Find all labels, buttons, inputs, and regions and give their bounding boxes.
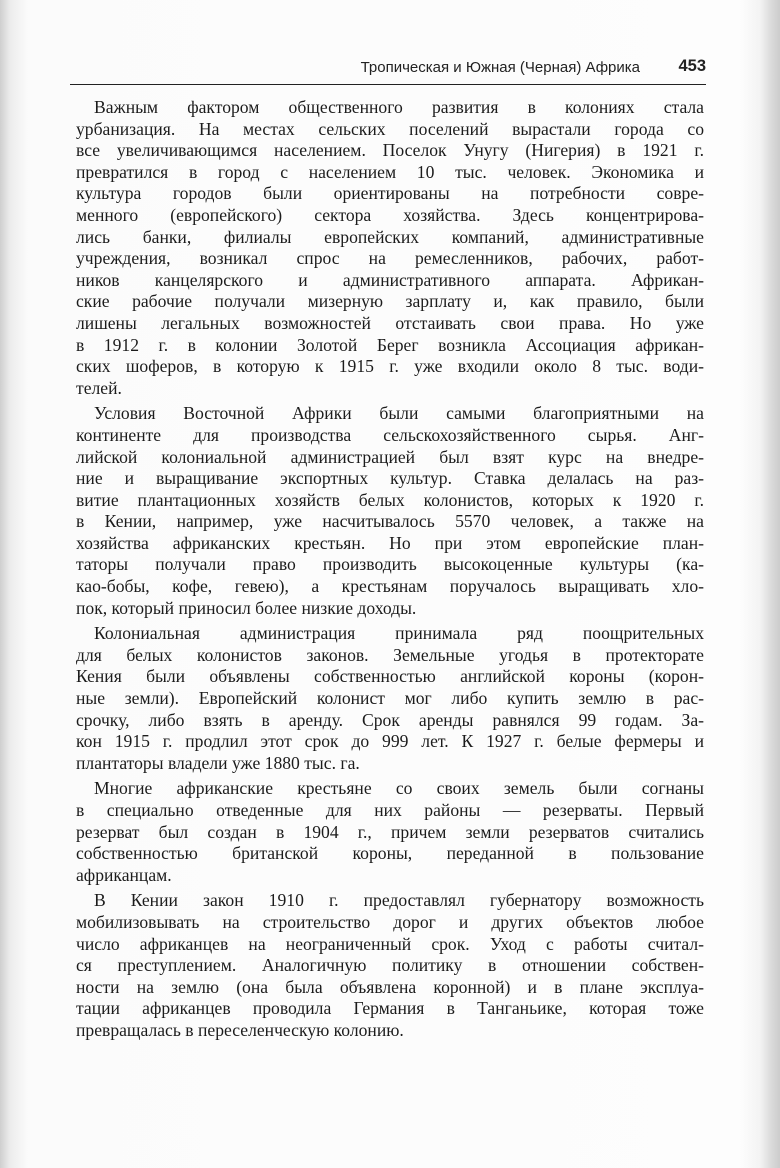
page-number: 453 bbox=[678, 57, 706, 75]
text-line: плантаторы владели уже 1880 тыс. га. bbox=[76, 752, 360, 773]
text-line: ности на землю (она была объявлена коронной) и в плане эксплуа- bbox=[76, 976, 704, 997]
text-line: ные земли). Европейский колонист мог либо купить землю в рас- bbox=[76, 688, 704, 709]
text-line: для белых колонистов законов. Земельные угодья в протекторате bbox=[76, 644, 704, 665]
text-line: кон 1915 г. продлил этот срок до 999 лет. К 1927 г. белые фермеры и bbox=[76, 731, 704, 752]
text-line: превратился в город с населением 10 тыс. человек. Экономика и bbox=[76, 161, 704, 182]
text-line: все увеличивающимся населением. Поселок Унугу (Нигерия) в 1921 г. bbox=[76, 140, 704, 161]
text-line: африканцам. bbox=[76, 864, 172, 885]
text-line: хозяйства африканских крестьян. Но при этом европейские план- bbox=[76, 532, 704, 553]
running-header bbox=[70, 58, 706, 85]
text-line: ских шоферов, в которую к 1915 г. уже входили около 8 тыс. води- bbox=[76, 356, 704, 377]
text-line: Колониальная администрация принимала ряд поощрительных bbox=[94, 623, 704, 644]
body-text bbox=[76, 97, 704, 1046]
text-line: лишены легальных возможностей отстаивать свои права. Но уже bbox=[76, 312, 704, 333]
text-line: Условия Восточной Африки были самыми благоприятными на bbox=[94, 403, 704, 424]
text-line: учреждения, возникал спрос на ремесленников, рабочих, работ- bbox=[76, 248, 704, 269]
text-line: витие плантационных хозяйств белых колонистов, которых к 1920 г. bbox=[76, 489, 704, 510]
paragraph-colonial-laws bbox=[76, 623, 704, 774]
text-line: урбанизация. На местах сельских поселений вырастали города со bbox=[76, 118, 704, 139]
text-line: лийской колониальной администрацией был взят курс на внедре- bbox=[76, 446, 704, 467]
running-title: Тропическая и Южная (Черная) Африка bbox=[360, 59, 640, 76]
text-line: в специально отведенные для них районы — резерваты. Первый bbox=[76, 800, 704, 820]
text-line: ские рабочие получали мизерную зарплату и, как правило, были bbox=[76, 291, 704, 312]
text-line: ников канцелярского и административного аппарата. Африкан- bbox=[76, 269, 704, 290]
text-line: превращалась в переселенческую колонию. bbox=[76, 1019, 404, 1040]
text-line: число африканцев на неограниченный срок. Уход с работы считал- bbox=[76, 933, 704, 954]
text-line: Многие африканские крестьяне со своих земель были согнаны bbox=[94, 778, 704, 799]
text-line: культура городов были ориентированы на потребности совре- bbox=[76, 183, 704, 204]
text-line: в 1912 г. в колонии Золотой Берег возникла Ассоциация африкан- bbox=[76, 334, 704, 355]
text-line: мобилизовывать на строительство дорог и других объектов любое bbox=[76, 911, 704, 932]
text-line: ние и выращивание экспортных культур. Ставка делалась на раз- bbox=[76, 468, 704, 489]
text-line: континенте для производства сельскохозяйственного сырья. Анг- bbox=[76, 424, 704, 445]
text-line: в Кении, например, уже насчитывалось 5570 человек, а также на bbox=[76, 511, 704, 532]
text-line: менного (европейского) сектора хозяйства. Здесь концентрирова- bbox=[76, 204, 704, 225]
text-line: срочку, либо взять в аренду. Срок аренды равнялся 99 годам. За- bbox=[76, 709, 704, 730]
text-line: Кения были объявлены собственностью английской короны (корон- bbox=[76, 666, 704, 687]
text-line: таторы получали право производить высокоценные культуры (ка- bbox=[76, 554, 704, 575]
paragraph-urbanization bbox=[76, 97, 704, 399]
text-line: телей. bbox=[76, 377, 122, 398]
text-line: лись банки, филиалы европейских компаний, административные bbox=[76, 226, 704, 247]
text-line: резерват был создан в 1904 г., причем земли резерватов считались bbox=[76, 821, 704, 842]
paragraph-east-africa bbox=[76, 403, 704, 619]
paragraph-reserves bbox=[76, 778, 704, 886]
text-line: В Кении закон 1910 г. предоставлял губернатору возможность bbox=[94, 890, 704, 911]
text-line: Важным фактором общественного развития в колониях стала bbox=[94, 97, 704, 117]
text-line: ся преступлением. Аналогичную политику в отношении собствен- bbox=[76, 955, 704, 976]
text-line: као-бобы, кофе, гевею), а крестьянам поручалось выращивать хло- bbox=[76, 576, 704, 597]
text-line: собственностью британской короны, переданной в пользование bbox=[76, 843, 704, 864]
text-line: пок, который приносил более низкие доходы. bbox=[76, 597, 417, 618]
paragraph-kenya-law bbox=[76, 890, 704, 1041]
text-line: тации африканцев проводила Германия в Танганьике, которая тоже bbox=[76, 998, 704, 1019]
